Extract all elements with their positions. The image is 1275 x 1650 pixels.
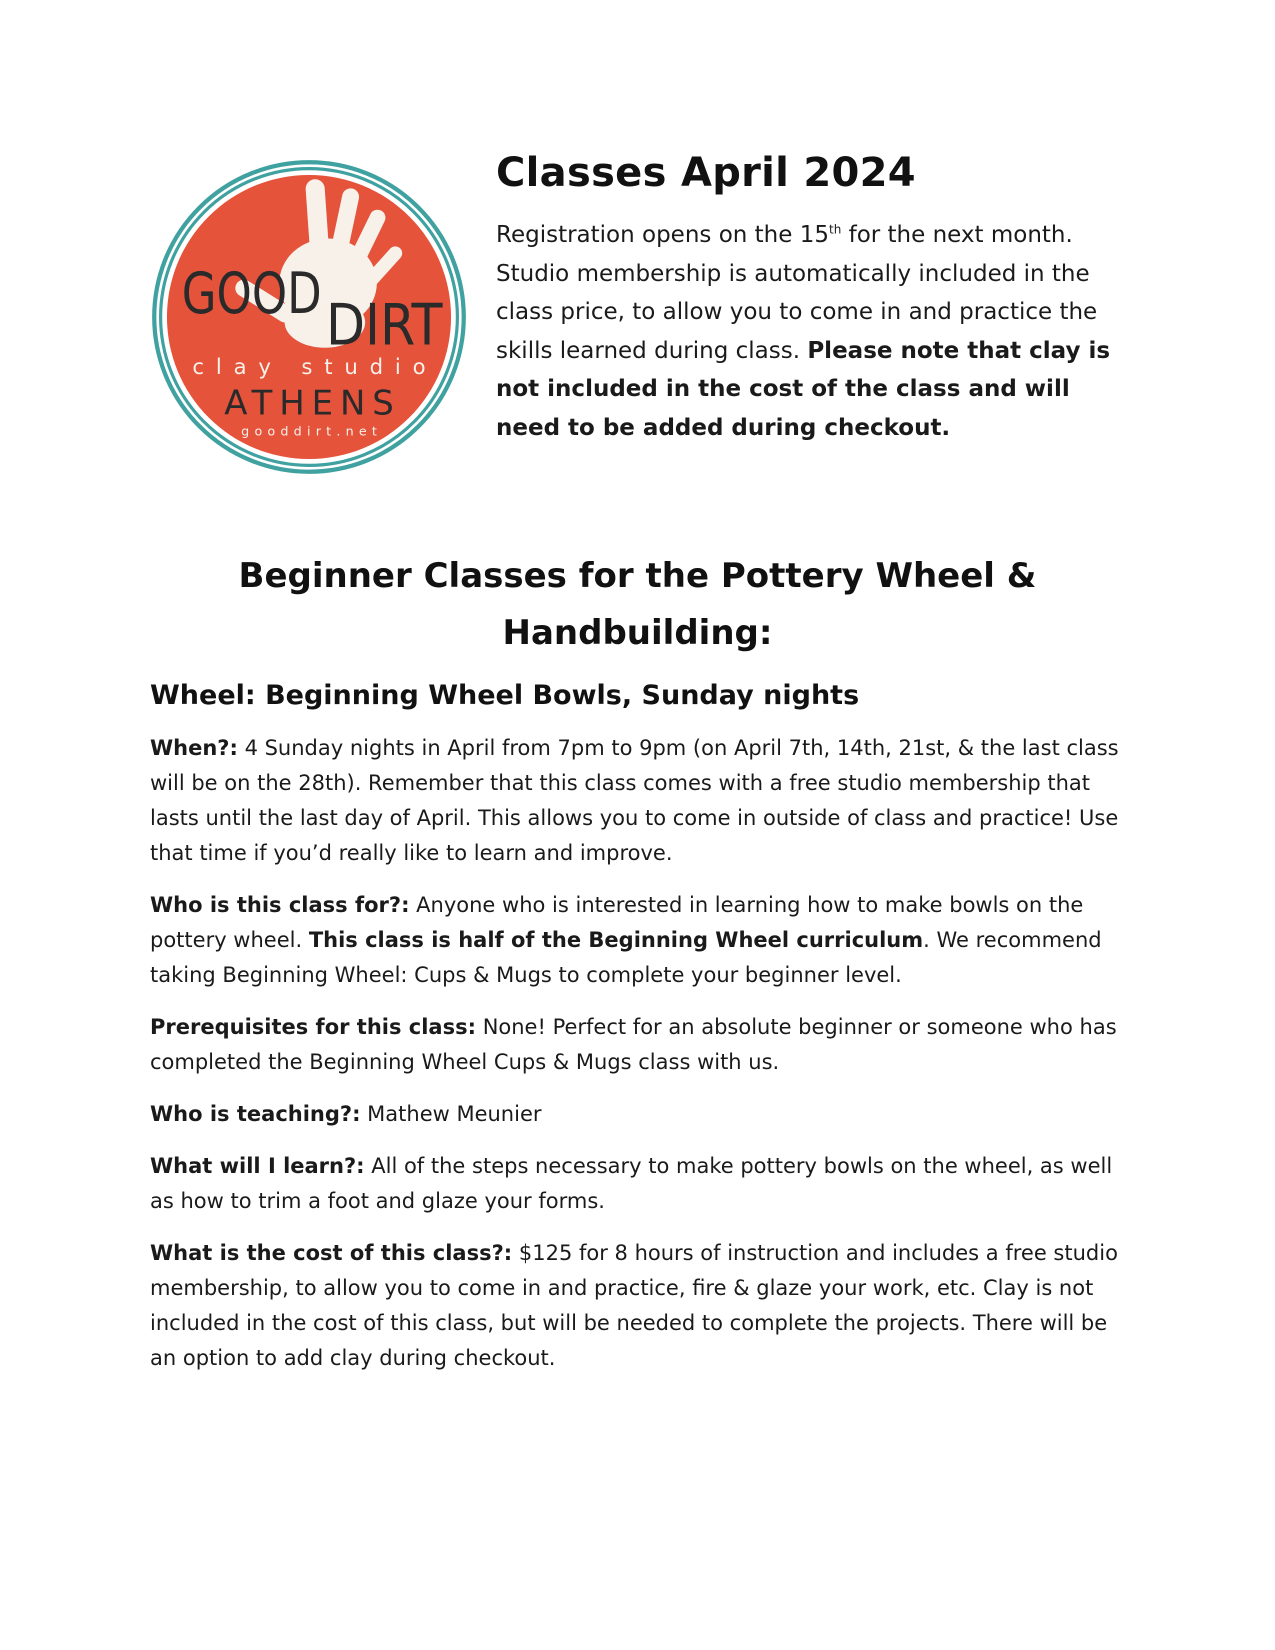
detail-text: $125 for 8 hours of instruction and includes a free studio membership, to allow you to come in and practice, fire & glaze your work, etc. Clay is not included in the cost of this class, but will be needed to complete the projects. There will be an option to add clay during checkout.	[150, 1241, 1118, 1370]
class-block	[150, 680, 1140, 1393]
section-title: Beginner Classes for the Pottery Wheel & Handbuilding:	[238, 556, 1037, 653]
logo-word-dirt: DIRT	[325, 292, 444, 359]
detail-label: Prerequisites for this class:	[150, 1015, 477, 1039]
intro-superscript: th	[828, 222, 842, 237]
detail-learn	[150, 1149, 1140, 1219]
intro-block	[496, 150, 1136, 447]
detail-label: What will I learn?:	[150, 1154, 365, 1178]
detail-when	[150, 731, 1140, 871]
logo-word-good: GOOD	[181, 260, 322, 327]
detail-prerequisites	[150, 1010, 1140, 1080]
logo-site: gooddirt.net	[241, 423, 377, 439]
detail-label: What is the cost of this class?:	[150, 1241, 513, 1265]
detail-text: . We recommend taking Beginning Wheel: Cups & Mugs to complete your beginner level.	[150, 928, 1102, 987]
good-dirt-logo	[150, 158, 468, 476]
page-title: Classes April 2024	[496, 150, 916, 196]
detail-who-for	[150, 888, 1140, 993]
detail-label: Who is this class for?:	[150, 893, 410, 917]
detail-text: All of the steps necessary to make pottery bowls on the wheel, as well as how to trim a foot and glaze your forms.	[150, 1154, 1113, 1213]
logo-city: ATHENS	[224, 383, 394, 423]
intro-text-1: Registration opens on the 15	[496, 222, 829, 248]
detail-text: None! Perfect for an absolute beginner or someone who has completed the Beginning Wheel Cups & Mugs class with us.	[150, 1015, 1117, 1074]
detail-label: When?:	[150, 736, 238, 760]
intro-clay-note: Please note that clay is not included in the cost of the class and will need to be added during checkout.	[496, 337, 1111, 441]
class-title: Wheel: Beginning Wheel Bowls, Sunday nights	[150, 680, 860, 711]
detail-cost	[150, 1236, 1140, 1376]
detail-bold-text: This class is half of the Beginning Wheel curriculum	[308, 928, 924, 952]
intro-text-2: for the next month. Studio membership is automatically included in the class price, to allow you to come in and practice the skills learned during class.	[496, 222, 1098, 364]
detail-teacher	[150, 1097, 1140, 1132]
detail-label: Who is teaching?:	[150, 1102, 361, 1126]
intro-paragraph	[496, 216, 1136, 447]
logo-tagline: clay studio	[192, 354, 426, 380]
detail-text: Anyone who is interested in learning how to make bowls on the pottery wheel.	[150, 893, 1084, 952]
detail-text: 4 Sunday nights in April from 7pm to 9pm (on April 7th, 14th, 21st, & the last class will be on the 28th). Remember that this class comes with a free studio membership that lasts until the last day of April. This allows you to come in outside of class and practice! Use that time if you’d really like to learn and improve.	[150, 736, 1119, 865]
detail-text: Mathew Meunier	[360, 1102, 542, 1126]
